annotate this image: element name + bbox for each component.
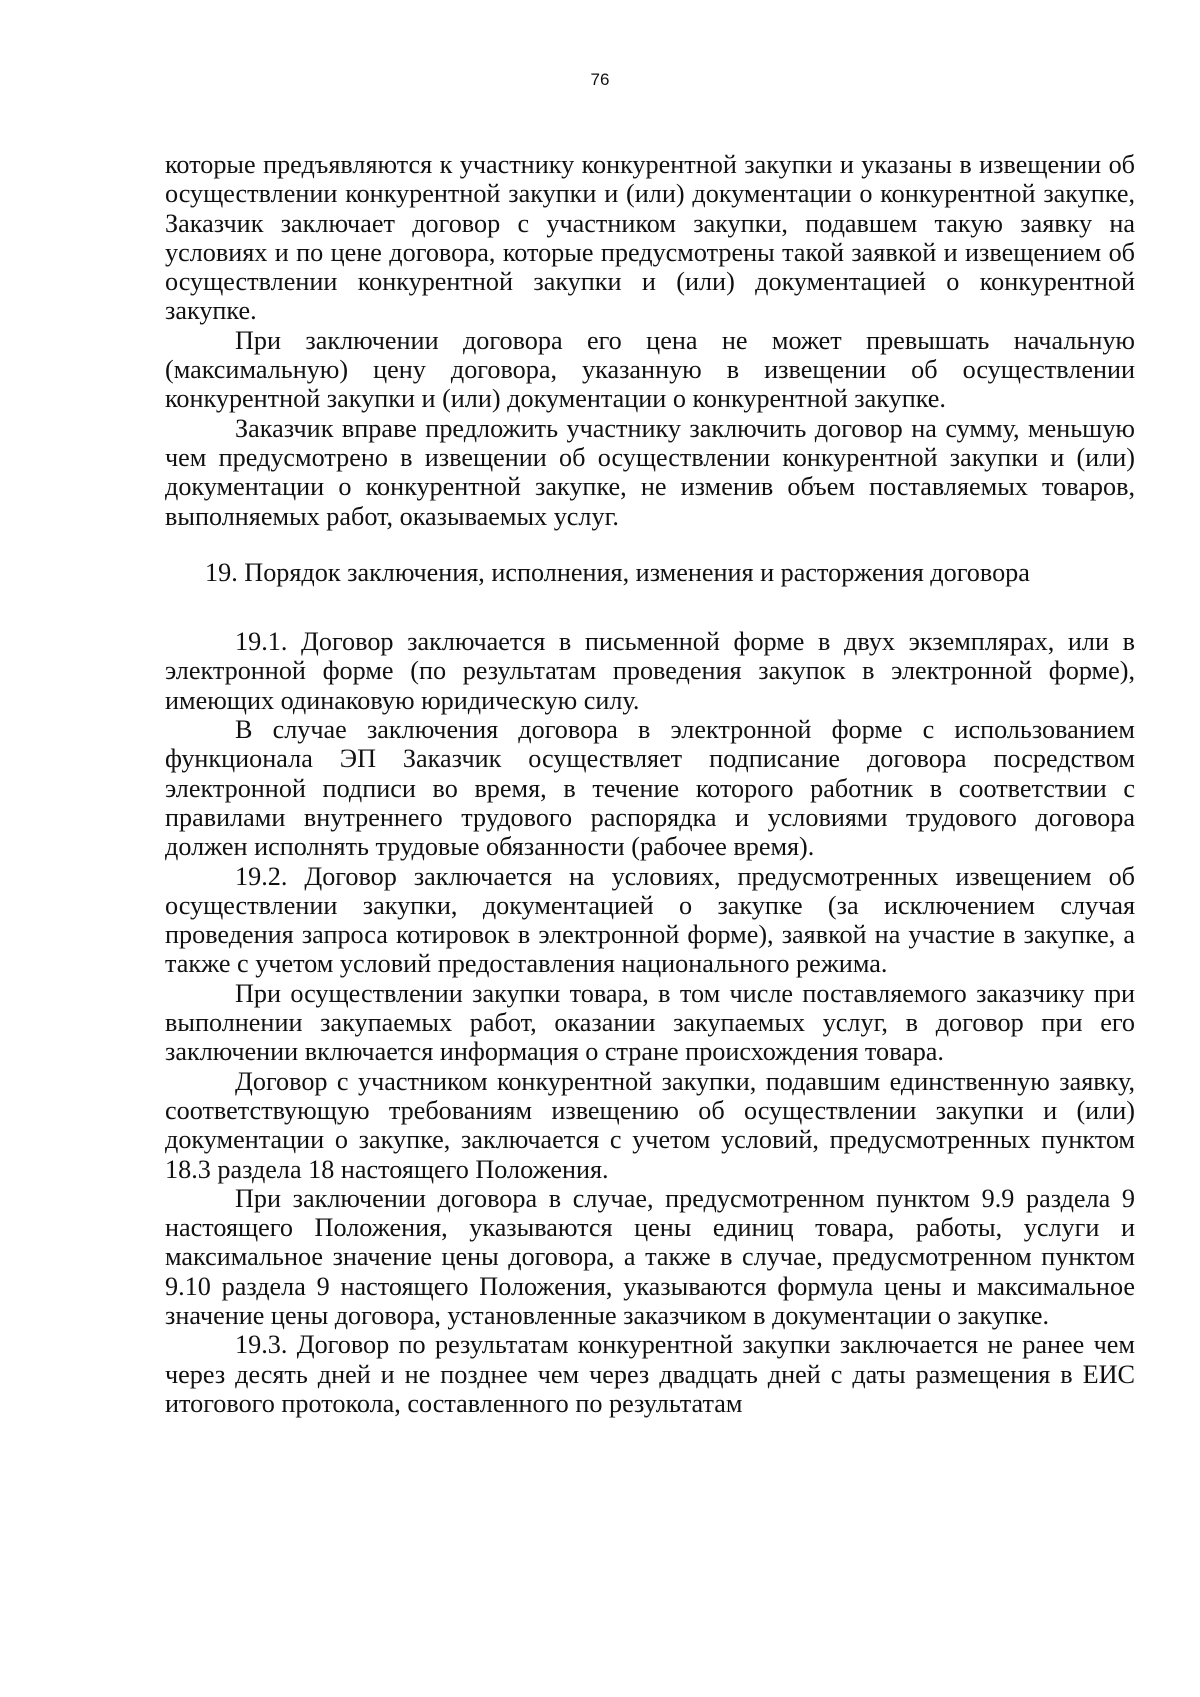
- section-heading: 19. Порядок заключения, исполнения, изменения и расторжения договора: [205, 557, 1030, 587]
- paragraph-single-bid: Договор с участником конкурентной закупки, подавшим единственную заявку, соответствующую требованиям извещению об осуществлении закупки и (или) документации о закупке, заключается с учетом условий, предусмотренных пунктом 18.3 раздела 18 настоящего Положения.: [165, 1066, 1135, 1184]
- paragraph-unit-prices: При заключении договора в случае, предусмотренном пунктом 9.9 раздела 9 настоящего Положения, указываются цены единиц товара, работы, услуги и максимальное значение цены договора, а также в случае, предусмотренном пунктом 9.10 раздела 9 настоящего Положения, указываются формула цены и максимальное значение цены договора, установленные заказчиком в документации о закупке.: [165, 1183, 1135, 1330]
- paragraph-19-2: 19.2. Договор заключается на условиях, предусмотренных извещением об осуществлении закупки, документацией о закупке (за исключением случая проведения запроса котировок в электронной форме), заявкой на участие в закупке, а также с учетом условий предоставления национального режима.: [165, 861, 1135, 979]
- paragraph-lower-sum: Заказчик вправе предложить участнику заключить договор на сумму, меньшую чем предусмотрено в извещении об осуществлении конкурентной закупки и (или) документации о конкурентной закупке, не изменив объем поставляемых товаров, выполняемых работ, оказываемых услуг.: [165, 413, 1135, 531]
- paragraph-price-limit: При заключении договора его цена не может превышать начальную (максимальную) цену договора, указанную в извещении об осуществлении конкурентной закупки и (или) документации о конкурентной закупке.: [165, 325, 1135, 414]
- document-body: [165, 150, 1135, 1418]
- page-number: 76: [590, 70, 610, 89]
- paragraph-19-1: 19.1. Договор заключается в письменной форме в двух экземплярах, или в электронной форме (по результатам проведения закупок в электронной форме), имеющих одинаковую юридическую силу.: [165, 627, 1135, 715]
- paragraph-country-of-origin: При осуществлении закупки товара, в том числе поставляемого заказчику при выполнении закупаемых работ, оказании закупаемых услуг, в договор при его заключении включается информация о стране происхождения товара.: [165, 978, 1135, 1067]
- paragraph-electronic-signing: В случае заключения договора в электронной форме с использованием функционала ЭП Заказчик осуществляет подписание договора посредством электронной подписи во время, в течение которого работник в соответствии с правилами внутреннего трудового распорядка и условиями трудового договора должен исполнять трудовые обязанности (рабочее время).: [165, 715, 1135, 862]
- paragraph-19-3: 19.3. Договор по результатам конкурентной закупки заключается не ранее чем через десять дней и не позднее чем через двадцать дней с даты размещения в ЕИС итогового протокола, составленного по результатам: [165, 1330, 1135, 1418]
- paragraph-continuation: которые предъявляются к участнику конкурентной закупки и указаны в извещении об осуществлении конкурентной закупки и (или) документации о конкурентной закупке, Заказчик заключает договор с участником закупки, подавшем такую заявку на условиях и по цене договора, которые предусмотрены такой заявкой и извещением об осуществлении конкурентной закупки и (или) документацией о конкурентной закупке.: [165, 150, 1135, 326]
